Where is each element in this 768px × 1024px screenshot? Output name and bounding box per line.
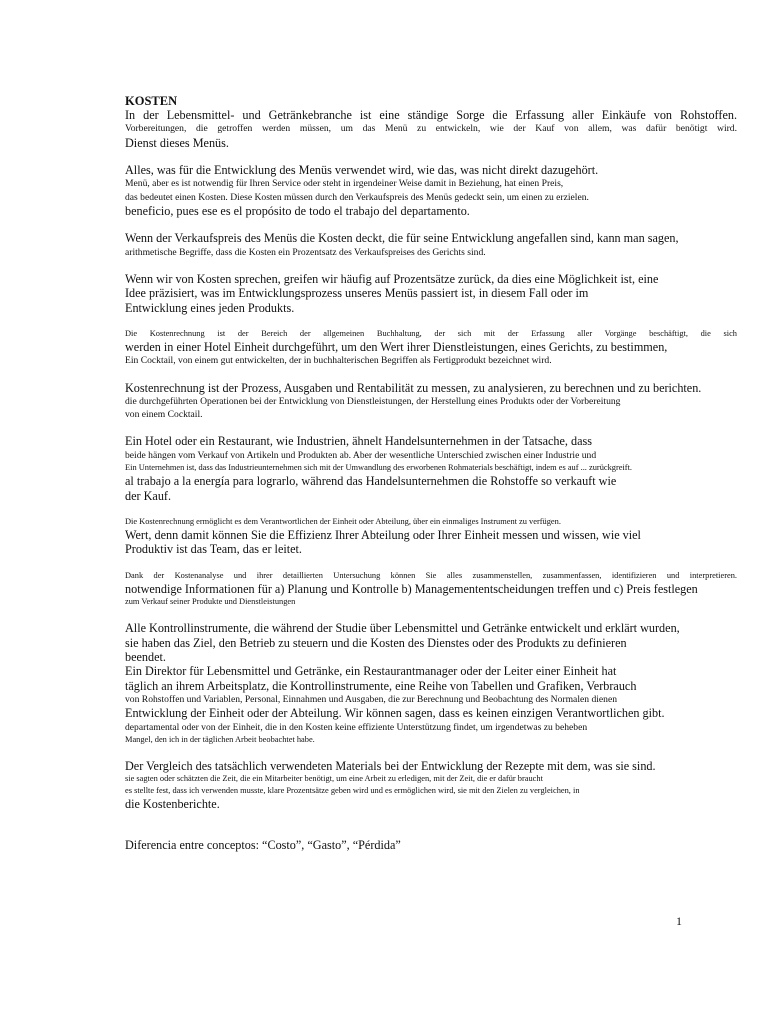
- text-line: Der Vergleich des tatsächlich verwendeten Materials bei der Entwicklung der Rezepte mit dem, was sie sind.: [125, 758, 656, 773]
- page-number: 1: [676, 914, 682, 928]
- text-line: al trabajo a la energía para lograrlo, während das Handelsunternehmen die Rohstoffe so verkauft wie: [125, 474, 617, 489]
- text-line: von einem Cocktail.: [125, 409, 203, 421]
- paragraph: [125, 381, 737, 422]
- text-line: Die Kostenrechnung ist der Bereich der allgemeinen Buchhaltung, der sich mit der Erfassung aller Vorgänge beschäftigt, die sich: [125, 329, 737, 339]
- paragraph: [125, 328, 737, 368]
- paragraph-container: [125, 108, 737, 812]
- text-line: sie sagten oder schätzten die Zeit, die ein Mitarbeiter benötigt, um eine Arbeit zu erledigen, mit der Zeit, die er dafür braucht: [125, 774, 543, 784]
- paragraph: [125, 231, 737, 259]
- text-line: zum Verkauf seiner Produkte und Dienstleistungen: [125, 597, 296, 607]
- text-line: Entwicklung eines jeden Produkts.: [125, 300, 295, 315]
- subheading: Diferencia entre conceptos: “Costo”, “Gasto”, “Pérdida”: [125, 837, 401, 852]
- text-line: Produktiv ist das Team, das er leitet.: [125, 542, 302, 557]
- paragraph: [125, 272, 737, 315]
- text-line: die Kostenberichte.: [125, 797, 220, 812]
- text-line: beendet.: [125, 649, 166, 664]
- paragraph: [125, 759, 737, 812]
- text-line: departamental oder von der Einheit, die in den Kosten keine effiziente Unterstützung findet, um irgendetwas zu beheben: [125, 721, 588, 733]
- text-line: sie haben das Ziel, den Betrieb zu steuern und die Kosten des Dienstes oder des Produkts zu definieren: [125, 635, 627, 650]
- text-line: Die Kostenrechnung ermöglicht es dem Verantwortlichen der Einheit oder Abteilung, über ein einmaliges Instrument zu verfügen.: [125, 516, 561, 526]
- paragraph: [125, 570, 737, 608]
- text-line: der Kauf.: [125, 488, 172, 503]
- text-line: Ein Cocktail, von einem gut entwickelten, der in buchhalterischen Begriffen als Fertigprodukt bezeichnet wird.: [125, 355, 552, 367]
- text-line: das bedeutet einen Kosten. Diese Kosten müssen durch den Verkaufspreis des Menüs gedeckt sein, um einen zu erzielen.: [125, 191, 589, 203]
- text-line: Wenn der Verkaufspreis des Menüs die Kosten deckt, die für seine Entwicklung angefallen sind, kann man sagen,: [125, 231, 679, 246]
- text-line: beneficio, pues ese es el propósito de todo el trabajo del departamento.: [125, 203, 470, 218]
- paragraph: [125, 621, 737, 746]
- text-line: Ein Unternehmen ist, dass das Industrieunternehmen sich mit der Umwandlung des erworbenen Rohmaterials beschäftigt, indem es auf ... zurückgreift.: [125, 463, 633, 473]
- text-line: Entwicklung der Einheit oder der Abteilung. Wir können sagen, dass es keinen einzigen Verantwortlichen gibt.: [125, 706, 665, 721]
- text-line: Kostenrechnung ist der Prozess, Ausgaben und Rentabilität zu messen, zu analysieren, zu berechnen und zu berichten.: [125, 380, 702, 395]
- text-line: Mangel, den ich in der täglichen Arbeit beobachtet habe.: [125, 734, 315, 744]
- text-line: Alles, was für die Entwicklung des Menüs verwendet wird, wie das, was nicht direkt dazugehört.: [125, 163, 599, 178]
- text-line: Ein Direktor für Lebensmittel und Getränke, ein Restaurantmanager oder der Leiter einer Einheit hat: [125, 664, 617, 679]
- paragraph: [125, 108, 737, 150]
- paragraph: [125, 516, 737, 557]
- text-line: werden in einer Hotel Einheit durchgeführt, um den Wert ihrer Dienstleistungen, eines Gerichts, zu bestimmen,: [125, 340, 668, 355]
- text-line: es stellte fest, dass ich verwenden musste, klare Prozentsätze geben wird und es ermöglichen wird, sie mit den Zielen zu vergleichen, in: [125, 786, 580, 796]
- text-line: Vorbereitungen, die getroffen werden müssen, um das Menü zu entwickeln, wie der Kauf von allem, was dafür benötigt wird.: [125, 123, 737, 135]
- text-line: Ein Hotel oder ein Restaurant, wie Industrien, ähnelt Handelsunternehmen in der Tatsache, dass: [125, 434, 592, 449]
- text-line: notwendige Informationen für a) Planung und Kontrolle b) Managemententscheidungen treffen und c) Preis festlegen: [125, 581, 698, 596]
- text-line: Idee präzisiert, was im Entwicklungsprozess unseres Menüs passiert ist, in diesem Fall oder im: [125, 286, 589, 301]
- text-line: beide hängen vom Verkauf von Artikeln und Produkten ab. Aber der wesentliche Unterschied zwischen einer Industrie und: [125, 449, 597, 461]
- paragraph: [125, 163, 737, 218]
- text-line: Dank der Kostenanalyse und ihrer detaillierten Untersuchung können Sie alles zusammenstellen, zusammenfassen, identifizieren und interpretieren.: [125, 570, 737, 580]
- paragraph: [125, 434, 737, 502]
- text-line: In der Lebensmittel- und Getränkebranche ist eine ständige Sorge die Erfassung aller Einkäufe von Rohstoffen.: [125, 108, 737, 122]
- text-line: Wert, denn damit können Sie die Effizienz Ihrer Abteilung oder Ihrer Einheit messen und wissen, wie viel: [125, 527, 641, 542]
- text-line: Menü, aber es ist notwendig für Ihren Service oder steht in irgendeiner Weise damit in Beziehung, hat einen Preis,: [125, 178, 564, 190]
- text-line: die durchgeführten Operationen bei der Entwicklung von Dienstleistungen, der Herstellung eines Produkts oder der Vorbereitung: [125, 396, 621, 408]
- text-line: Alle Kontrollinstrumente, die während der Studie über Lebensmittel und Getränke entwickelt und erklärt wurden,: [125, 621, 680, 636]
- text-line: täglich an ihrem Arbeitsplatz, die Kontrollinstrumente, eine Reihe von Tabellen und Grafiken, Verbrauch: [125, 678, 637, 693]
- text-line: Dienst dieses Menüs.: [125, 135, 229, 150]
- text-line: von Rohstoffen und Variablen, Personal, Einnahmen und Ausgaben, die zur Berechnung und Beobachtung des Normalen dienen: [125, 694, 618, 706]
- document-body: [125, 94, 737, 852]
- text-line: Wenn wir von Kosten sprechen, greifen wir häufig auf Prozentsätze zurück, da dies eine Möglichkeit ist, eine: [125, 271, 659, 286]
- text-line: arithmetische Begriffe, dass die Kosten ein Prozentsatz des Verkaufspreises des Gerichts sind.: [125, 246, 486, 258]
- document-title: KOSTEN: [125, 94, 178, 108]
